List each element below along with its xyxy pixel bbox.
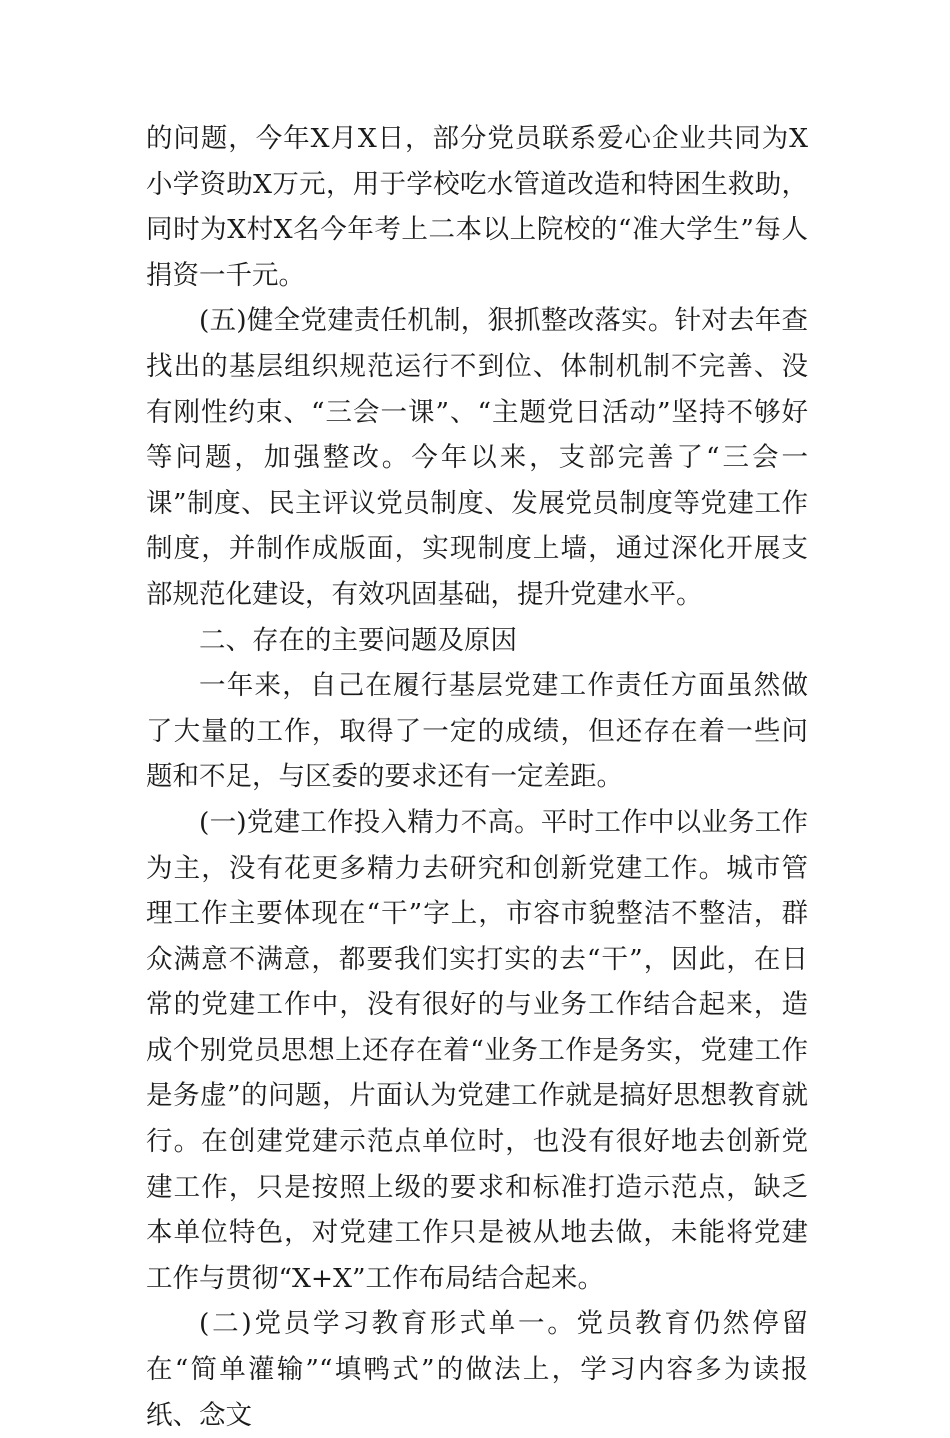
paragraph-continuation: 的问题，今年X月X日，部分党员联系爱心企业共同为X小学资助X万元，用于学校吃水管道改造和特困生救助，同时为X村X名今年考上二本以上院校的“准大学生”每人捐资一千元。 xyxy=(146,123,808,291)
section-heading-two: 二、存在的主要问题及原因 xyxy=(199,624,517,656)
paragraph-problem-two: (二)党员学习教育形式单一。党员教育仍然停留在“简单灌输”“填鸭式”的做法上，学习内容多为读报纸、念文 xyxy=(146,1308,808,1431)
paragraph-section-five: (五)健全党建责任机制，狠抓整改落实。针对去年查找出的基层组织规范运行不到位、体制机制不完善、没有刚性约束、“三会一课”、“主题党日活动”坚持不够好等问题，加强整改。今年以来，支部完善了“三会一课”制度、民主评议党员制度、发展党员制度等党建工作制度，并制作成版面，实现制度上墙，通过深化开展支部规范化建设，有效巩固基础，提升党建水平。 xyxy=(146,305,808,610)
paragraph-problem-one: (一)党建工作投入精力不高。平时工作中以业务工作为主，没有花更多精力去研究和创新党建工作。城市管理工作主要体现在“干”字上，市容市貌整洁不整洁，群众满意不满意，都要我们实打实的去“干”，因此，在日常的党建工作中，没有很好的与业务工作结合起来，造成个别党员思想上还存在着“业务工作是务实，党建工作是务虚”的问题，片面认为党建工作就是搞好思想教育就行。在创建党建示范点单位时，也没有很好地去创新党建工作，只是按照上级的要求和标准打造示范点，缺乏本单位特色，对党建工作只是被从地去做，未能将党建工作与贯彻“X+X”工作布局结合起来。 xyxy=(146,806,808,1294)
paragraph-summary: 一年来，自己在履行基层党建工作责任方面虽然做了大量的工作，取得了一定的成绩，但还存在着一些问题和不足，与区委的要求还有一定差距。 xyxy=(146,670,808,793)
document-body xyxy=(146,116,808,1438)
